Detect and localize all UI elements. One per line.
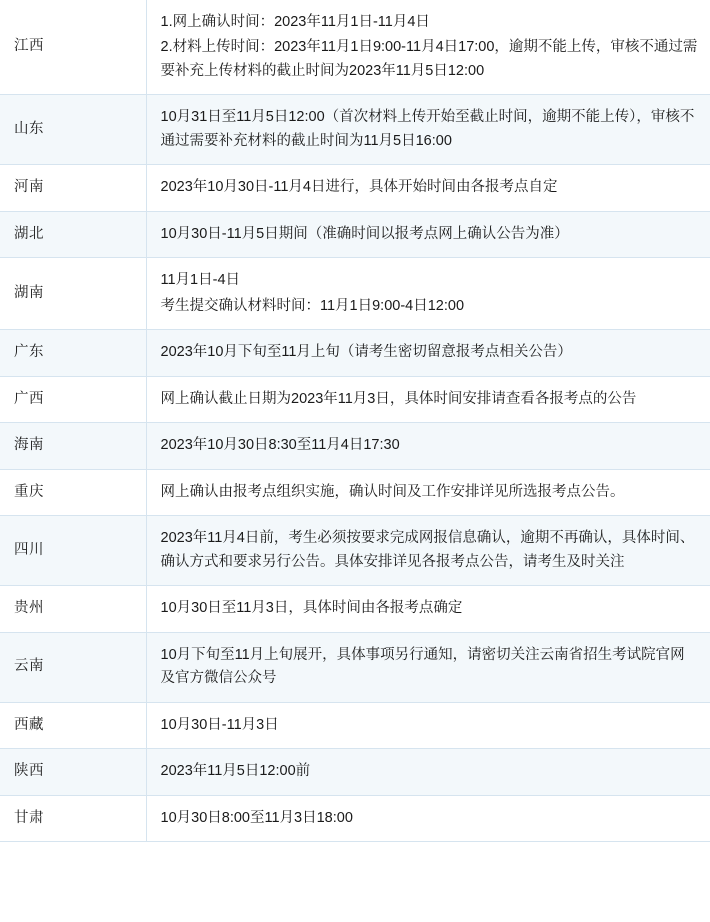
table-row bbox=[0, 95, 710, 165]
region-name-cell: 贵州 bbox=[0, 586, 146, 632]
region-name-cell: 山东 bbox=[0, 95, 146, 165]
table-row bbox=[0, 211, 710, 257]
region-detail-cell bbox=[146, 211, 710, 257]
region-detail-cell bbox=[146, 516, 710, 586]
table-row bbox=[0, 165, 710, 211]
region-name-cell: 海南 bbox=[0, 423, 146, 469]
region-detail-cell bbox=[146, 469, 710, 515]
detail-line: 10月31日至11月5日12:00（首次材料上传开始至截止时间，逾期不能上传），审核不通过需要补充材料的截止时间为11月5日16:00 bbox=[160, 109, 695, 149]
region-detail-cell bbox=[146, 632, 710, 702]
detail-line: 2.材料上传时间：2023年11月1日9:00-11月4日17:00，逾期不能上传，审核不通过需要补充上传材料的截止时间为2023年11月5日12:00 bbox=[160, 39, 698, 79]
table-row bbox=[0, 0, 710, 95]
region-detail-cell bbox=[146, 702, 710, 748]
region-detail-cell bbox=[146, 423, 710, 469]
table-row bbox=[0, 795, 710, 841]
detail-line: 10月30日8:00至11月3日18:00 bbox=[160, 809, 353, 826]
table-row bbox=[0, 749, 710, 795]
region-name-cell: 四川 bbox=[0, 516, 146, 586]
table-row bbox=[0, 702, 710, 748]
region-detail-cell bbox=[146, 95, 710, 165]
region-detail-cell bbox=[146, 749, 710, 795]
region-name-cell: 河南 bbox=[0, 165, 146, 211]
region-detail-cell bbox=[146, 586, 710, 632]
detail-line: 2023年10月30日-11月4日进行，具体开始时间由各报考点自定 bbox=[160, 179, 558, 196]
region-name-cell: 湖南 bbox=[0, 258, 146, 330]
region-name-cell: 云南 bbox=[0, 632, 146, 702]
table-row bbox=[0, 330, 710, 376]
region-detail-cell bbox=[146, 258, 710, 330]
region-name-cell: 广西 bbox=[0, 376, 146, 422]
region-name-cell: 广东 bbox=[0, 330, 146, 376]
region-detail-cell bbox=[146, 795, 710, 841]
table-row bbox=[0, 469, 710, 515]
table-row bbox=[0, 632, 710, 702]
table-row bbox=[0, 376, 710, 422]
table-row bbox=[0, 516, 710, 586]
detail-line: 2023年11月5日12:00前 bbox=[160, 763, 311, 780]
detail-line: 10月下旬至11月上旬展开，具体事项另行通知，请密切关注云南省招生考试院官网及官方微信公众号 bbox=[160, 646, 685, 687]
region-name-cell: 江西 bbox=[0, 0, 146, 95]
detail-line: 网上确认由报考点组织实施，确认时间及工作安排详见所选报考点公告。 bbox=[160, 483, 625, 500]
table-row bbox=[0, 423, 710, 469]
detail-line: 2023年11月4日前，考生必须按要求完成网报信息确认，逾期不再确认，具体时间、确认方式和要求另行公告。具体安排详见各报考点公告，请考生及时关注 bbox=[160, 530, 695, 570]
region-detail-cell bbox=[146, 165, 710, 211]
region-name-cell: 湖北 bbox=[0, 211, 146, 257]
region-detail-cell bbox=[146, 0, 710, 95]
region-name-cell: 西藏 bbox=[0, 702, 146, 748]
detail-line: 2023年10月下旬至11月上旬（请考生密切留意报考点相关公告） bbox=[160, 344, 572, 361]
detail-line: 10月30日至11月3日，具体时间由各报考点确定 bbox=[160, 600, 463, 617]
detail-line: 10月30日-11月5日期间（准确时间以报考点网上确认公告为准） bbox=[160, 225, 569, 242]
region-name-cell: 重庆 bbox=[0, 469, 146, 515]
table-row bbox=[0, 586, 710, 632]
region-name-cell: 陕西 bbox=[0, 749, 146, 795]
table-row bbox=[0, 258, 710, 330]
region-name-cell: 甘肃 bbox=[0, 795, 146, 841]
detail-line: 2023年10月30日8:30至11月4日17:30 bbox=[160, 437, 400, 454]
detail-line: 11月1日-4日 bbox=[160, 272, 241, 289]
detail-line: 考生提交确认材料时间：11月1日9:00-4日12:00 bbox=[160, 297, 465, 314]
detail-line: 1.网上确认时间：2023年11月1日-11月4日 bbox=[160, 14, 430, 30]
detail-line: 10月30日-11月3日 bbox=[160, 716, 279, 733]
region-detail-cell bbox=[146, 330, 710, 376]
region-detail-cell bbox=[146, 376, 710, 422]
detail-line: 网上确认截止日期为2023年11月3日，具体时间安排请查看各报考点的公告 bbox=[160, 390, 637, 407]
